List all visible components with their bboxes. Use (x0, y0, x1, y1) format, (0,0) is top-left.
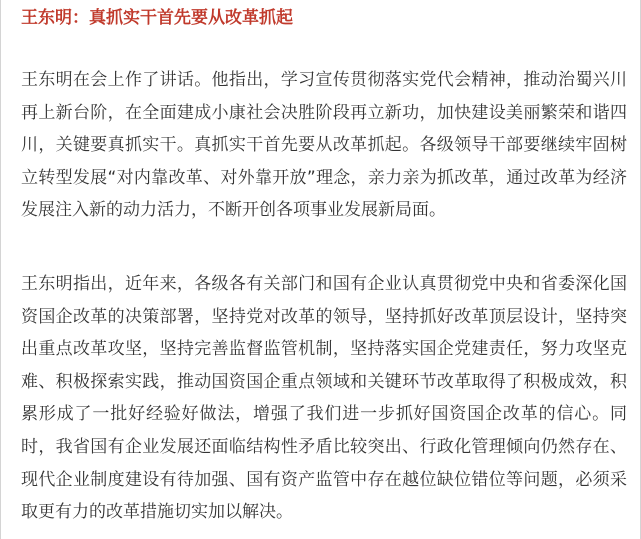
paragraph-2: 王东明指出，近年来，各级各有关部门和国有企业认真贯彻党中央和省委深化国资国企改革的决策部署，坚持党对改革的领导，坚持抓好改革顶层设计，坚持突出重点改革攻坚，坚持完善监督监管机制，坚持落实国企党建责任，努力攻坚克难、积极探索实践，推动国资国企重点领域和关键环节改革取得了积极成效，积累形成了一批好经验好做法，增强了我们进一步抓好国资国企改革的信心。同时，我省国有企业发展还面临结构性矛盾比较突出、行政化管理倾向仍然存在、现代企业制度建设有待加强、国有资产监管中存在越位缺位错位等问题，必须采取更有力的改革措施切实加以解决。 (21, 274, 627, 523)
paragraph-1: 王东明在会上作了讲话。他指出，学习宣传贯彻落实党代会精神，推动治蜀兴川再上新台阶，在全面建成小康社会决胜阶段再立新功，加快建设美丽繁荣和谐四川，关键要真抓实干。真抓实干首先要从改革抓起。各级领导干部要继续牢固树立转型发展“对内靠改革、对外靠开放”理念，亲力亲为抓改革，通过改革为经济发展注入新的动力活力，不断开创各项事业发展新局面。 (21, 70, 627, 221)
article-title: 王东明：真抓实干首先要从改革抓起 (21, 8, 293, 28)
